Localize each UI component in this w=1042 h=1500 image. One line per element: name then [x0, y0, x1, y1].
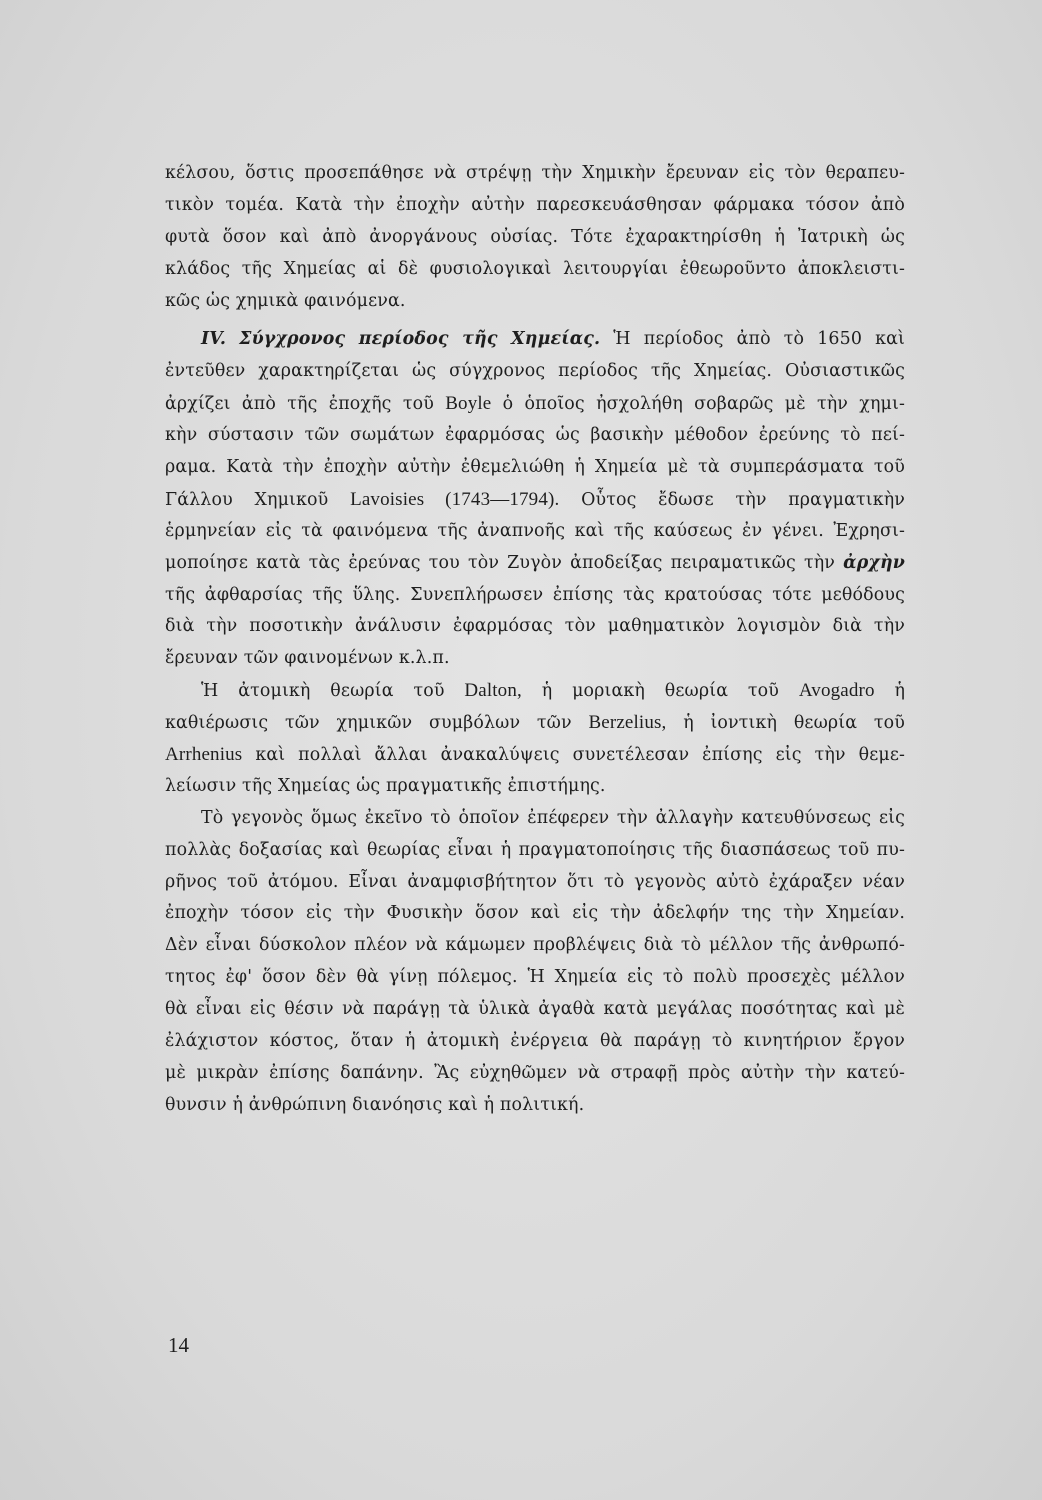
text-line [165, 707, 905, 739]
text-line [165, 484, 905, 516]
text-line: ρῆνος τοῦ ἀτόμου. Εἶναι ἀναμφισβήτητον ὅτι τὸ γεγονὸς αὐτὸ ἐχάραξεν νέαν [165, 871, 905, 892]
section-title: Σύγχρονος περίοδος τῆς Χημείας. [239, 329, 601, 350]
text-fragment: Ἡ περίοδος ἀπὸ τὸ 1650 καὶ [613, 329, 905, 350]
text-line: θὰ εἶναι εἰς θέσιν νὰ παράγῃ τὰ ὑλικὰ ἀγαθὰ κατὰ μεγάλας ποσότητας καὶ μὲ [165, 999, 905, 1020]
text-line: θυνσιν ἡ ἀνθρώπινη διανόησις καὶ ἡ πολιτική. [165, 1094, 585, 1115]
page-number: 14 [168, 1333, 189, 1357]
text-line: κῶς ὡς χημικὰ φαινόμενα. [165, 290, 406, 311]
nuclear-fission-paragraph [165, 803, 905, 1122]
emphasis-arche: ἀρχὴν [843, 552, 906, 573]
text-fragment: ἡ μοριακὴ θεωρία τοῦ [541, 681, 780, 702]
text-line: ἔρευναν τῶν φαινομένων κ.λ.π. [165, 648, 450, 669]
text-line: ἑρμηνείαν εἰς τὰ φαινόμενα τῆς ἀναπνοῆς καὶ τῆς καύσεως ἐν γένει. Ἐχρησι- [165, 520, 905, 541]
text-line: Δὲν εἶναι δύσκολον πλέον νὰ κάμωμεν προβλέψεις διὰ τὸ μέλλον τῆς ἀνθρωπό- [165, 935, 905, 956]
text-line: πολλὰς δοξασίας καὶ θεωρίας εἶναι ἡ πραγματοποίησις τῆς διασπάσεως τοῦ πυ- [165, 839, 905, 860]
text-line: φυτὰ ὅσον καὶ ἀπὸ ἀνοργάνους οὐσίας. Τότε ἐχαρακτηρίσθη ἡ Ἰατρικὴ ὡς [165, 226, 905, 247]
atomic-theory-paragraph [165, 675, 905, 803]
text-line: λείωσιν τῆς Χημείας ὡς πραγματικῆς ἐπιστήμης. [165, 775, 606, 796]
name-boyle: Boyle [445, 393, 492, 415]
text-line: τικὸν τομέα. Κατὰ τὴν ἐποχὴν αὐτὴν παρεσκευάσθησαν φάρμακα τόσον ἀπὸ [165, 194, 905, 215]
text-fragment: μοποίησε κατὰ τὰς ἐρεύνας του τὸν Ζυγὸν ἀποδείξας πειραματικῶς τὴν [165, 552, 836, 573]
text-line: διὰ τὴν ποσοτικὴν ἀνάλυσιν ἐφαρμόσας τὸν μαθηματικὸν λογισμὸν διὰ τὴν [165, 616, 905, 637]
text-line: κὴν σύστασιν τῶν σωμάτων ἐφαρμόσας ὡς βασικὴν μέθοδον ἐρεύνης τὸ πεί- [165, 425, 905, 446]
section-heading-line [165, 324, 905, 356]
name-dalton: Dalton, [464, 680, 522, 702]
text-line [165, 548, 905, 580]
name-arrhenius: Arrhenius [165, 744, 243, 766]
paragraph-continuation [165, 158, 905, 317]
text-fragment: ἡ ἰοντικὴ θεωρία τοῦ [683, 713, 905, 734]
text-line: ἐλάχιστον κόστος, ὅταν ἡ ἀτομικὴ ἐνέργεια θὰ παράγῃ τὸ κινητήριον ἔργον [165, 1031, 905, 1052]
name-avogadro: Avogadro [798, 680, 875, 702]
text-line: κλάδος τῆς Χημείας αἱ δὲ φυσιολογικαὶ λειτουργίαι ἐθεωροῦντο ἀποκλειστι- [165, 258, 905, 279]
text-line: μὲ μικρὰν ἐπίσης δαπάνην. Ἂς εὐχηθῶμεν νὰ στραφῇ πρὸς αὐτὴν τὴν κατεύ- [165, 1062, 905, 1083]
text-fragment: Οὗτος ἔδωσε τὴν πραγματικὴν [581, 489, 906, 510]
text-line [165, 739, 905, 771]
section-number: IV. [201, 329, 227, 350]
text-line: ἐντεῦθεν χαρακτηρίζεται ὡς σύγχρονος περίοδος τῆς Χημείας. Οὐσιαστικῶς [165, 361, 905, 382]
text-line: ραμα. Κατὰ τὴν ἐποχὴν αὐτὴν ἐθεμελιώθη ἡ Χημεία μὲ τὰ συμπεράσματα τοῦ [165, 457, 905, 478]
name-lavoisies: Lavoisies (1743—1794). [350, 488, 560, 510]
text-fragment: ἀρχίζει ἀπὸ τῆς ἐποχῆς τοῦ [165, 394, 434, 415]
text-line: κέλσου, ὅστις προσεπάθησε νὰ στρέψῃ τὴν Χημικὴν ἔρευναν εἰς τὸν θεραπευ- [165, 163, 905, 183]
text-fragment: ὁ ὁποῖος ἠσχολήθη σοβαρῶς μὲ τὴν χημι- [502, 394, 905, 415]
text-line: τῆς ἀφθαρσίας τῆς ὕλης. Συνεπλήρωσεν ἐπίσης τὰς κρατούσας τότε μεθόδους [165, 584, 905, 605]
name-berzelius: Berzelius, [588, 712, 667, 734]
text-line [165, 388, 905, 420]
text-fragment: ἡ [894, 681, 906, 702]
text-fragment: Γάλλου Χημικοῦ [165, 489, 329, 510]
text-fragment: καὶ πολλαὶ ἄλλαι ἀνακαλύψεις συνετέλεσαν ἐπίσης εἰς τὴν θεμε- [255, 745, 905, 766]
text-line [165, 675, 905, 707]
body-text [165, 158, 905, 1122]
text-line: Τὸ γεγονὸς ὅμως ἐκεῖνο τὸ ὁποῖον ἐπέφερεν τὴν ἀλλαγὴν κατευθύνσεως εἰς [201, 807, 905, 828]
text-line: ἐποχὴν τόσον εἰς τὴν Φυσικὴν ὅσον καὶ εἰς τὴν ἀδελφήν της τὴν Χημείαν. [165, 903, 905, 924]
text-fragment: καθιέρωσις τῶν χημικῶν συμβόλων τῶν [165, 713, 572, 734]
text-line: τητος ἐφ' ὅσον δὲν θὰ γίνῃ πόλεμος. Ἡ Χημεία εἰς τὸ πολὺ προσεχὲς μέλλον [165, 967, 905, 988]
text-fragment: Ἡ ἀτομικὴ θεωρία τοῦ [201, 681, 445, 702]
section-iv-paragraph [165, 324, 905, 675]
